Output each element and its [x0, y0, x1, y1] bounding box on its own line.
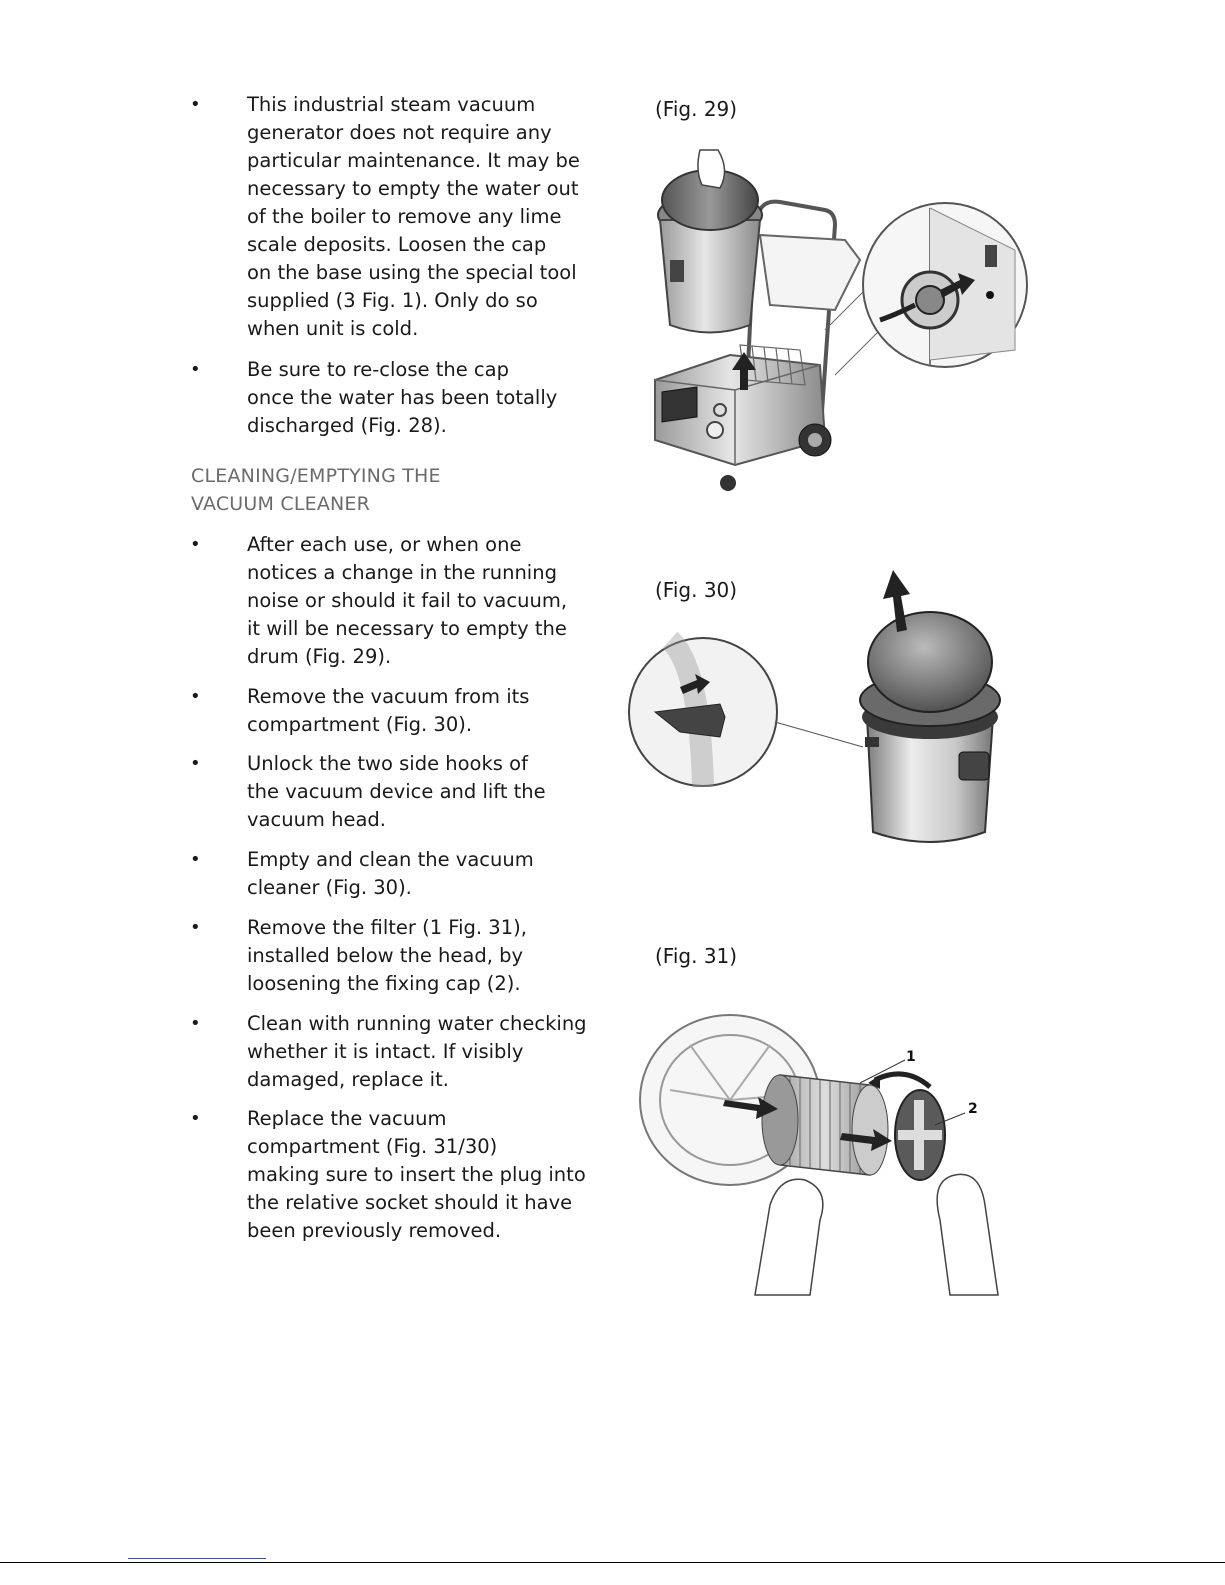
- figure-caption: (Fig. 30): [655, 578, 738, 602]
- bullet-text: This industrial steam vacuum generator does not require any particular maintenance. It may be necessary to empty the water out of the boiler to remove any lime scale deposits. Loosen the cap on the base using the special tool supplied (3 Fig. 1). Only do so when unit is cold.: [247, 93, 580, 340]
- bullet-symbol: •: [190, 359, 201, 380]
- bullet-symbol: •: [190, 849, 201, 870]
- figure-caption: (Fig. 31): [655, 944, 738, 968]
- bullet-symbol: •: [190, 686, 201, 707]
- section-heading: CLEANING/EMPTYING THE VACUUM CLEANER: [191, 465, 441, 515]
- bullet-text: Remove the filter (1 Fig. 31), installed below the head, by loosening the fixing cap (2).: [247, 916, 527, 995]
- figure-caption: (Fig. 29): [655, 97, 738, 121]
- bullet-symbol: •: [190, 1108, 201, 1129]
- callout-label: 1: [906, 1049, 916, 1065]
- bullet-symbol: •: [190, 534, 201, 555]
- figure-31-illustration: [630, 1005, 1005, 1300]
- bullet-text: Be sure to re-close the cap once the water has been totally discharged (Fig. 28).: [247, 358, 558, 437]
- footer-rule: [0, 1562, 1225, 1563]
- bullet-symbol: •: [190, 917, 201, 938]
- bullet-text: After each use, or when one notices a change in the running noise or should it fail to vacuum, it will be necessary to empty the drum (Fig. 29).: [247, 533, 568, 668]
- figure-30-illustration: [625, 562, 1020, 857]
- footer-link-underline: [128, 1558, 266, 1559]
- bullet-symbol: •: [190, 94, 201, 115]
- bullet-symbol: •: [190, 753, 201, 774]
- callout-label: 2: [968, 1101, 978, 1117]
- bullet-text: Remove the vacuum from its compartment (Fig. 30).: [247, 685, 530, 736]
- figure-29-illustration: [640, 140, 1030, 500]
- bullet-text: Empty and clean the vacuum cleaner (Fig. 30).: [247, 848, 534, 899]
- bullet-text: Replace the vacuum compartment (Fig. 31/30) making sure to insert the plug into the relative socket should it have been previously removed.: [247, 1107, 586, 1242]
- bullet-text: Clean with running water checking whether it is intact. If visibly damaged, replace it.: [247, 1012, 587, 1091]
- bullet-text: Unlock the two side hooks of the vacuum device and lift the vacuum head.: [247, 752, 546, 831]
- bullet-symbol: •: [190, 1013, 201, 1034]
